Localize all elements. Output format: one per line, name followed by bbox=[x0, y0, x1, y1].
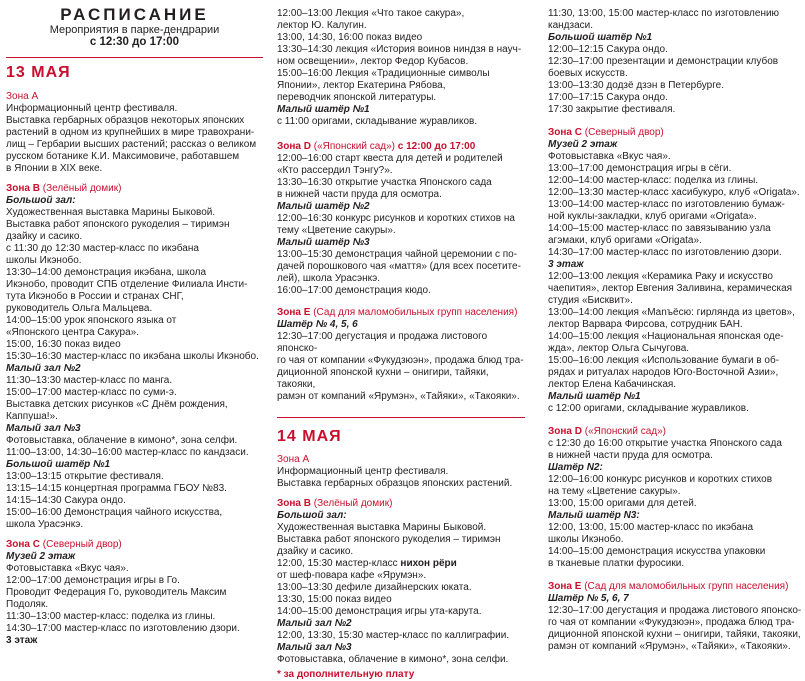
schedule-line: с 11:30 до 12:30 мастер-класс по икэбана bbox=[6, 243, 199, 254]
schedule-line: агэмаки, клуб оригами «Origata». bbox=[548, 235, 702, 246]
zone-b-title bbox=[6, 183, 263, 195]
schedule-line: 13:00–14:00 мастер-класс по изготовлению бумаж- bbox=[548, 199, 785, 210]
d14-zone-e-lines bbox=[548, 605, 802, 653]
zone-c-title bbox=[6, 539, 263, 551]
d14-zone-c-place: (Северный двор) bbox=[581, 127, 664, 138]
small-tent-2-title: Малый шатёр №2 bbox=[277, 201, 370, 212]
schedule-line: Фотовыставка «Вкус чая». bbox=[548, 151, 671, 162]
schedule-line: боевых искусств. bbox=[548, 68, 628, 79]
d14-big-hall-title: Большой зал: bbox=[277, 510, 347, 521]
schedule-line: Икэнобо, проводит СПБ отделение Филиала Инсти- bbox=[6, 279, 248, 290]
schedule-line: 14:30–17:00 мастер-класс по изготовлению дзори. bbox=[548, 247, 782, 258]
zone-a-title bbox=[6, 91, 263, 103]
schedule-line: тему «Цветение сакуры». bbox=[277, 225, 396, 236]
schedule-line: Выставка детских рисунков «С Днём рождения, bbox=[6, 399, 228, 410]
schedule-line: 13:30–14:30 лекция «История воинов ниндзя в науч- bbox=[277, 44, 522, 55]
d14-small-hall-3-title: Малый зал №3 bbox=[277, 642, 352, 653]
zone-e-lines bbox=[277, 331, 525, 403]
schedule-line: 11:30–13:30 мастер-класс по манга. bbox=[6, 375, 173, 386]
schedule-line: 12:00–17:00 демонстрация игры в Го. bbox=[6, 575, 180, 586]
schedule-line: 13:30–14:00 демонстрация икэбана, школа bbox=[6, 267, 207, 278]
d14-mk-line2: от шеф-повара кафе «Ярумэн». bbox=[277, 570, 427, 581]
schedule-line: переводчик японской литературы. bbox=[277, 92, 437, 103]
schedule-line: 14:15–14:30 Сакура ондо. bbox=[6, 495, 126, 506]
zone-e-label: Зона Е bbox=[277, 307, 311, 318]
big-hall-title: Большой зал: bbox=[6, 195, 76, 206]
schedule-line: лектор Ю. Калугин. bbox=[277, 20, 367, 31]
schedule-line: рамэн от компаний «Ярумэн», «Тайяки», «Такояки». bbox=[548, 641, 791, 652]
schedule-line: студия «Бисквит». bbox=[548, 295, 633, 306]
schedule-line: 12:00–13:00 Лекция «Что такое сакура», bbox=[277, 8, 465, 19]
d14-museum-floor-2-title: Музей 2 этаж bbox=[548, 139, 618, 150]
schedule-line: 13:00–13:15 открытие фестиваля. bbox=[6, 471, 164, 482]
d14-master-class-line bbox=[277, 558, 525, 570]
schedule-line: «Японского центра Сакура». bbox=[6, 327, 140, 338]
schedule-line: 12:00–13:00 лекция «Керамика Раку и искусство bbox=[548, 271, 773, 282]
d14-zone-e-label: Зона Е bbox=[548, 581, 582, 592]
schedule-line: 14:00–15:00 урок японского языка от bbox=[6, 315, 177, 326]
d14-small-tent-1-lines bbox=[548, 403, 802, 415]
schedule-line: 13:00, 14:30, 16:00 показ видео bbox=[277, 32, 423, 43]
d14-zone-e-title bbox=[548, 581, 802, 593]
d14-small-hall-2-title: Малый зал №2 bbox=[277, 618, 352, 629]
day-14-title: 14 МАЯ bbox=[277, 428, 342, 445]
d14-tent-3-title: Малый шатёр N3: bbox=[548, 510, 640, 521]
schedule-line: Японии», лектор Екатерина Рябова, bbox=[277, 80, 446, 91]
small-tent-1-title: Малый шатёр №1 bbox=[277, 104, 370, 115]
d14-zone-b-place: (Зелёный домик) bbox=[310, 498, 393, 509]
schedule-line: 14:00–15:00 демонстрация искусства упаковки bbox=[548, 546, 766, 557]
schedule-line: дзайку и сасико. bbox=[6, 231, 83, 242]
d14-zone-c-title bbox=[548, 127, 802, 139]
page-subtitle: Мероприятия в парке-дендрарии bbox=[49, 24, 220, 36]
museum-floor-2-title: Музей 2 этаж bbox=[6, 551, 76, 562]
zone-a-label: Зона А bbox=[6, 91, 39, 102]
small-hall-2-lines bbox=[6, 375, 263, 423]
schedule-line: Выставка гербарных образцов японских растений. bbox=[277, 478, 513, 489]
schedule-line: 12:30–17:00 дегустация и продажа листового японско- bbox=[548, 605, 802, 616]
d14-zone-a-title bbox=[277, 454, 525, 466]
schedule-line: 14:00–15:00 лекция «Национальная японская оде- bbox=[548, 331, 784, 342]
schedule-line: в Японии в XIX веке. bbox=[6, 163, 103, 174]
small-tent-3-title: Малый шатёр №3 bbox=[277, 237, 370, 248]
schedule-line: 13:30–16:30 открытие участка Японского сада bbox=[277, 177, 492, 188]
d14-big-tent-1-lines bbox=[548, 44, 802, 116]
schedule-line: рядах и ритуалах народов Юго-Восточной Азии», bbox=[548, 367, 779, 378]
schedule-line: в нижней части пруда для осмотра. bbox=[277, 189, 442, 200]
d14-small-hall-2-lines bbox=[277, 630, 525, 642]
zone-d-place: («Японский сад») bbox=[310, 141, 398, 152]
schedule-line: в тканевые платки фуросики. bbox=[548, 558, 685, 569]
schedule-line: диционной японской кухни – онигири, тайяки, такояки, bbox=[277, 367, 492, 390]
schedule-line: с 12:30 до 16:00 открытие участка Японского сада bbox=[548, 438, 782, 449]
tents-4-6-title: Шатёр № 4, 5, 6 bbox=[277, 319, 358, 330]
schedule-line: Художественная выставка Марины Быковой. bbox=[277, 522, 487, 533]
small-hall-3-lines bbox=[6, 435, 263, 459]
schedule-line: руководитель Ольга Мальцева. bbox=[6, 303, 153, 314]
schedule-line: Фотовыставка «Вкус чая». bbox=[6, 563, 129, 574]
schedule-line: школы Икэнобо. bbox=[548, 534, 624, 545]
schedule-line: с 12:00 оригами, складывание журавликов. bbox=[548, 403, 749, 414]
d14-zone-a-label: Зона А bbox=[277, 454, 310, 465]
schedule-line: Каппуша!». bbox=[6, 411, 58, 422]
d14-big-tent-1-title: Большой шатёр №1 bbox=[548, 32, 653, 43]
page-title: РАСПИСАНИЕ bbox=[60, 5, 209, 24]
small-tent-3-lines bbox=[277, 249, 525, 297]
d14-zone-d-place: («Японский сад») bbox=[581, 426, 666, 437]
schedule-line: на тему «Цветение сакуры». bbox=[548, 486, 681, 497]
schedule-line: 17:00–17:15 Сакура ондо. bbox=[548, 92, 668, 103]
schedule-line: Информационный центр фестиваля. bbox=[6, 103, 178, 114]
schedule-line: 16:00–17:00 демонстрация кюдо. bbox=[277, 285, 431, 296]
footnote: * за дополнительную плату bbox=[277, 669, 415, 680]
d14-floor-3-title: 3 этаж bbox=[548, 259, 584, 270]
schedule-line: лектор Варвара Фирсова, сотрудник БАН. bbox=[548, 319, 743, 330]
d14-mk-prefix: 12:00, 15:30 мастер-класс bbox=[277, 558, 401, 569]
schedule-line: 12:00, 13:00, 15:00 мастер-класс по икэбана bbox=[548, 522, 754, 533]
column-1 bbox=[6, 0, 263, 647]
small-tent-2-lines bbox=[277, 213, 525, 237]
d14-tent-2-title: Шатёр N2: bbox=[548, 462, 603, 473]
floor-3-title: 3 этаж bbox=[6, 635, 38, 646]
schedule-line: 13:00–13:30 дефиле дизайнерских юката. bbox=[277, 582, 472, 593]
column-3 bbox=[548, 0, 802, 653]
small-hall-3-title: Малый зал №3 bbox=[6, 423, 81, 434]
floor-3-lines bbox=[277, 8, 525, 104]
d14-zone-d-lines bbox=[548, 438, 802, 462]
schedule-line: Проводит Федерация Го, руководитель Максим Подоляк. bbox=[6, 587, 230, 610]
divider bbox=[6, 57, 263, 58]
d14-big-hall-lines-b bbox=[277, 582, 525, 618]
d14-small-hall-3-cont bbox=[548, 8, 802, 32]
schedule-line: Фотовыставка, облачение в кимоно*, зона селфи. bbox=[277, 654, 509, 665]
zone-b-label: Зона В bbox=[6, 183, 40, 194]
schedule-line: Выставка работ японского рукоделия – тиримэн bbox=[277, 534, 501, 545]
small-hall-2-title: Малый зал №2 bbox=[6, 363, 81, 374]
schedule-line: школа Урасэнкэ. bbox=[6, 519, 84, 530]
schedule-line: 12:30–17:00 презентации и демонстрации клубов bbox=[548, 56, 779, 67]
d14-floor-3-lines bbox=[548, 271, 802, 391]
d14-zone-b-title bbox=[277, 498, 525, 510]
schedule-line: 13:00–14:00 лекция «Маnъёсю: гирлянда из цветов», bbox=[548, 307, 795, 318]
d14-small-hall-3-lines bbox=[277, 654, 525, 666]
schedule-line: лектор Елена Кабачинская. bbox=[548, 379, 677, 390]
d14-big-hall-lines-a bbox=[277, 522, 525, 558]
schedule-line: дачей порошкового чая «маття» (для всех посетите- bbox=[277, 261, 521, 272]
schedule-line: 11:00–13:00, 14:30–16:00 мастер-класс по кандзаси. bbox=[6, 447, 249, 458]
schedule-line: 14:00–15:00 мастер-класс по завязыванию узла bbox=[548, 223, 771, 234]
schedule-line: лищ – Гербарии высших растений; рассказ о великом bbox=[6, 139, 257, 150]
schedule-line: 13:00–17:00 демонстрация игры в сёги. bbox=[548, 163, 732, 174]
schedule-line: 15:30–16:30 мастер-класс по икэбана школы Икэнобо. bbox=[6, 351, 259, 362]
day-13-title: 13 МАЯ bbox=[6, 64, 71, 81]
zone-d-title bbox=[277, 141, 525, 153]
schedule-line: го чая от компании «Фукудзюэн», продажа блюд тра- bbox=[548, 617, 795, 628]
schedule-line: 12:30–17:00 дегустация и продажа листового японско- bbox=[277, 331, 490, 354]
zone-d-lines bbox=[277, 153, 525, 201]
zone-d-time: с 12:00 до 17:00 bbox=[397, 141, 476, 152]
schedule-line: чаепития», лектор Евгения Заливина, керамическая bbox=[548, 283, 793, 294]
zone-e-place: (Сад для маломобильных групп населения) bbox=[310, 307, 518, 318]
schedule-line: 12:00–14:00 мастер-класс: поделка из глины. bbox=[548, 175, 759, 186]
schedule-line: 12:00–12:15 Сакура ондо. bbox=[548, 44, 668, 55]
schedule-line: 15:00–17:00 мастер-класс по суми-э. bbox=[6, 387, 177, 398]
schedule-line: 12:00–16:30 конкурс рисунков и коротких стихов на bbox=[277, 213, 515, 224]
d14-small-tent-1-title: Малый шатёр №1 bbox=[548, 391, 641, 402]
schedule-line: 13:00–15:30 демонстрация чайной церемонии с по- bbox=[277, 249, 518, 260]
schedule-line: Информационный центр фестиваля. bbox=[277, 466, 449, 477]
schedule-line: лей), школа Урасэнкэ. bbox=[277, 273, 381, 284]
d14-mk-bold: нихон рёри bbox=[400, 558, 457, 569]
schedule-line: тута Икэнобо в России и странах СНГ, bbox=[6, 291, 184, 302]
schedule-line: 14:00–15:00 демонстрация игры ута-карута. bbox=[277, 606, 482, 617]
schedule-line: 13:30, 15:00 показ видео bbox=[277, 594, 392, 605]
schedule-line: «Кто рассердил Тэнгу?». bbox=[277, 165, 393, 176]
schedule-line: 11:30, 13:00, 15:00 мастер-класс по изготовлению кандзаси. bbox=[548, 8, 782, 31]
schedule-line: Художественная выставка Марины Быковой. bbox=[6, 207, 216, 218]
schedule-line: 11:30–13:00 мастер-класс: поделка из глины. bbox=[6, 611, 216, 622]
schedule-line: 12:00–16:00 конкурс рисунков и коротких стихов bbox=[548, 474, 773, 485]
zone-c-label: Зона С bbox=[6, 539, 40, 550]
schedule-line: Выставка гербарных образцов некоторых японских bbox=[6, 115, 245, 126]
schedule-line: 14:30–17:00 мастер-класс по изготовлению дзори. bbox=[6, 623, 240, 634]
schedule-line: 15:00–16:00 лекция «Использование бумаги в об- bbox=[548, 355, 780, 366]
schedule-line: 17:30 закрытие фестиваля. bbox=[548, 104, 676, 115]
schedule-line: 15:00, 16:30 показ видео bbox=[6, 339, 121, 350]
schedule-line: 13:00, 15:00 оригами для детей. bbox=[548, 498, 697, 509]
schedule-line: русском ботанике К.И. Максимовиче, работавшем bbox=[6, 151, 240, 162]
zone-b-place: (Зелёный домик) bbox=[39, 183, 122, 194]
small-tent-1-lines bbox=[277, 116, 525, 128]
d14-zone-a-lines bbox=[277, 466, 525, 490]
schedule-line: 13:00–13:30 додзё дзэн в Петербурге. bbox=[548, 80, 724, 91]
museum-floor-2-lines bbox=[6, 563, 263, 635]
zone-d-label: Зона D bbox=[277, 141, 311, 152]
schedule-line: дзайку и сасико. bbox=[277, 546, 354, 557]
schedule-line: Выставка работ японского рукоделия – тиримэн bbox=[6, 219, 230, 230]
schedule-line: 15:00–16:00 Лекция «Традиционные символы bbox=[277, 68, 490, 79]
schedule-line: жда», лектор Ольга Сычугова. bbox=[548, 343, 690, 354]
schedule-line: ном освещении», лектор Федор Кубасов. bbox=[277, 56, 469, 67]
d14-zone-c-label: Зона С bbox=[548, 127, 582, 138]
schedule-line: растений в одном из крупнейших в мире травохрани- bbox=[6, 127, 255, 138]
schedule-line: 12:00, 13:30, 15:30 мастер-класс по каллиграфии. bbox=[277, 630, 510, 641]
d14-museum-floor-2-lines bbox=[548, 151, 802, 259]
schedule-line: с 11:00 оригами, складывание журавликов. bbox=[277, 116, 478, 127]
schedule-line: в нижней части пруда для осмотра. bbox=[548, 450, 713, 461]
schedule-line: Фотовыставка, облачение в кимоно*, зона селфи. bbox=[6, 435, 238, 446]
schedule-line: школы Икэнобо. bbox=[6, 255, 82, 266]
column-2 bbox=[277, 0, 525, 681]
d14-tent-2-lines bbox=[548, 474, 802, 510]
schedule-line: го чая от компании «Фукудзюэн», продажа блюд тра- bbox=[277, 355, 524, 366]
schedule-line: рамэн от компаний «Ярумэн», «Тайяки», «Такояки». bbox=[277, 391, 520, 402]
page-time: с 12:30 до 17:00 bbox=[89, 36, 180, 48]
schedule-line: 13:15–14:15 концертная программа ГБОУ №83. bbox=[6, 483, 227, 494]
zone-c-place: (Северный двор) bbox=[39, 539, 122, 550]
big-tent-1-title: Большой шатёр №1 bbox=[6, 459, 111, 470]
d14-zone-d-label: Зона D bbox=[548, 426, 582, 437]
schedule-line: диционной японской кухни – онигири, тайяки, такояки, bbox=[548, 629, 801, 640]
schedule-line: 12:00–16:00 старт квеста для детей и родителей bbox=[277, 153, 503, 164]
d14-tents-5-7-title: Шатёр № 5, 6, 7 bbox=[548, 593, 629, 604]
zone-e-title bbox=[277, 307, 525, 319]
schedule-line: 12:00–13:30 мастер-класс хасибукуро, клуб «Origata». bbox=[548, 187, 800, 198]
d14-zone-d-title bbox=[548, 426, 802, 438]
divider bbox=[277, 417, 525, 418]
schedule-line: 15:00–16:00 Демонстрация чайного искусства, bbox=[6, 507, 223, 518]
d14-zone-e-place: (Сад для маломобильных групп населения) bbox=[581, 581, 789, 592]
big-hall-lines bbox=[6, 207, 263, 363]
schedule-header bbox=[6, 0, 263, 49]
schedule-line: ной куклы-закладки, клуб оригами «Origata». bbox=[548, 211, 757, 222]
big-tent-1-lines bbox=[6, 471, 263, 531]
d14-tent-3-lines bbox=[548, 522, 802, 570]
zone-a-lines bbox=[6, 103, 263, 175]
d14-zone-b-label: Зона В bbox=[277, 498, 311, 509]
